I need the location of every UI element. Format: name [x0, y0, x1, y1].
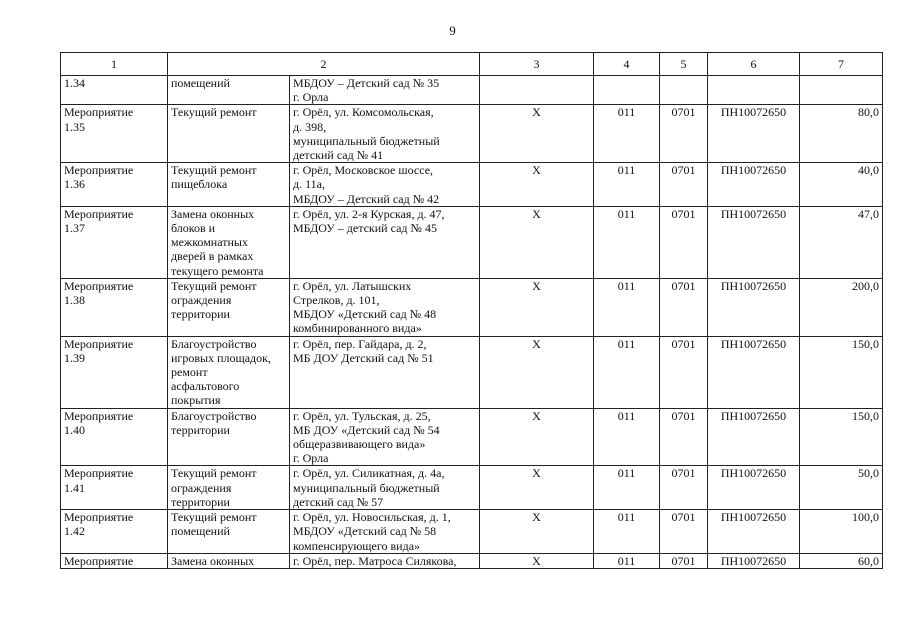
event-number-line: Мероприятие: [64, 336, 134, 351]
ministry-code-cell: 011: [594, 553, 660, 568]
event-address-line: МБДОУ – Детский сад № 42: [293, 191, 440, 206]
event-name-line: Текущий ремонт: [171, 510, 257, 525]
event-name-line: помещений: [171, 524, 230, 539]
event-address-cell: [290, 408, 480, 466]
column-3-mark-cell: X: [480, 553, 594, 568]
event-address-line: общеразвивающего вида»: [293, 437, 426, 452]
event-address-cell: [290, 206, 480, 278]
event-number-cell: [61, 278, 168, 336]
event-number-line: Мероприятие: [64, 408, 134, 423]
event-address-cell: [290, 76, 480, 105]
event-address-cell: [290, 105, 480, 163]
header-col-1: 1: [61, 53, 168, 76]
event-name-line: Благоустройство: [171, 336, 257, 351]
event-name-cell: [168, 76, 290, 105]
target-article-cell: ПН10072650: [708, 553, 800, 568]
target-article-cell: [708, 76, 800, 105]
target-article-cell: ПН10072650: [708, 510, 800, 554]
section-code-cell: [660, 76, 708, 105]
header-col-6: 6: [708, 53, 800, 76]
table-row: [61, 76, 883, 105]
event-address-line: МБДОУ – Детский сад № 35: [293, 76, 440, 90]
event-number-line: 1.37: [64, 221, 85, 236]
event-address-line: Стрелков, д. 101,: [293, 293, 380, 308]
event-name-cell: [168, 206, 290, 278]
section-code-cell: 0701: [660, 206, 708, 278]
event-address-line: МБДОУ «Детский сад № 58: [293, 524, 437, 539]
event-number-line: 1.38: [64, 293, 85, 308]
header-col-4: 4: [594, 53, 660, 76]
event-address-line: МБДОУ «Детский сад № 48: [293, 307, 437, 322]
column-3-mark-cell: X: [480, 206, 594, 278]
event-address-line: г. Орла: [293, 451, 329, 466]
event-number-line: Мероприятие: [64, 510, 134, 525]
event-number-line: Мероприятие: [64, 278, 134, 293]
event-name-cell: [168, 408, 290, 466]
event-name-line: текущего ремонта: [171, 263, 264, 278]
amount-cell: 60,0: [800, 553, 883, 568]
table-row: [61, 163, 883, 207]
section-code-cell: 0701: [660, 336, 708, 408]
event-address-cell: [290, 163, 480, 207]
event-number-cell: [61, 206, 168, 278]
amount-cell: 50,0: [800, 466, 883, 510]
event-name-line: территории: [171, 307, 230, 322]
event-name-cell: [168, 163, 290, 207]
column-3-mark-cell: X: [480, 466, 594, 510]
event-address-line: комбинированного вида»: [293, 321, 422, 336]
event-number-line: 1.36: [64, 177, 85, 192]
event-number-cell: [61, 408, 168, 466]
event-address-line: МБ ДОУ «Детский сад № 54: [293, 422, 440, 437]
column-3-mark-cell: [480, 76, 594, 105]
event-name-line: покрытия: [171, 393, 221, 408]
table-header-row: [61, 53, 883, 76]
amount-cell: 200,0: [800, 278, 883, 336]
event-name-cell: [168, 553, 290, 568]
event-address-line: г. Орёл, ул. Силикатная, д. 4а,: [293, 466, 445, 481]
event-number-cell: [61, 105, 168, 163]
event-name-line: ограждения: [171, 293, 232, 308]
event-number-line: Мероприятие: [64, 206, 134, 221]
column-3-mark-cell: X: [480, 278, 594, 336]
event-name-line: межкомнатных: [171, 235, 248, 250]
ministry-code-cell: 011: [594, 163, 660, 207]
event-name-cell: [168, 105, 290, 163]
event-address-line: д. 398,: [293, 119, 327, 134]
section-code-cell: 0701: [660, 408, 708, 466]
event-name-cell: [168, 510, 290, 554]
table-row: [61, 105, 883, 163]
event-number-line: 1.42: [64, 524, 85, 539]
event-address-line: детский сад № 57: [293, 494, 384, 509]
table-row: [61, 336, 883, 408]
ministry-code-cell: 011: [594, 105, 660, 163]
target-article-cell: ПН10072650: [708, 466, 800, 510]
event-name-line: игровых площадок,: [171, 350, 271, 365]
event-number-cell: [61, 553, 168, 568]
section-code-cell: 0701: [660, 105, 708, 163]
column-3-mark-cell: X: [480, 510, 594, 554]
event-address-line: г. Орла: [293, 90, 329, 105]
header-col-7: 7: [800, 53, 883, 76]
table-row: [61, 278, 883, 336]
event-number-cell: [61, 466, 168, 510]
event-address-line: г. Орёл, Московское шоссе,: [293, 163, 434, 178]
event-name-line: пищеблока: [171, 177, 228, 192]
table-row: [61, 466, 883, 510]
event-address-cell: [290, 278, 480, 336]
event-name-line: Текущий ремонт: [171, 163, 257, 178]
amount-cell: 100,0: [800, 510, 883, 554]
event-number-line: Мероприятие: [64, 163, 134, 178]
ministry-code-cell: 011: [594, 278, 660, 336]
event-number-line: 1.35: [64, 119, 85, 134]
event-address-line: г. Орёл, пер. Гайдара, д. 2,: [293, 336, 427, 351]
event-name-cell: [168, 336, 290, 408]
event-name-line: территории: [171, 422, 230, 437]
event-name-line: ограждения: [171, 480, 232, 495]
event-address-line: д. 11а,: [293, 177, 325, 192]
event-name-line: Благоустройство: [171, 408, 257, 423]
event-address-line: г. Орёл, ул. 2-я Курская, д. 47,: [293, 206, 445, 221]
page-number: 9: [449, 23, 456, 38]
table-row: [61, 553, 883, 568]
amount-cell: 150,0: [800, 408, 883, 466]
section-code-cell: 0701: [660, 466, 708, 510]
amount-cell: [800, 76, 883, 105]
amount-cell: 80,0: [800, 105, 883, 163]
target-article-cell: ПН10072650: [708, 278, 800, 336]
event-number-line: Мероприятие: [64, 553, 134, 568]
event-name-line: блоков и: [171, 221, 216, 236]
event-address-line: г. Орёл, ул. Тульская, д. 25,: [293, 408, 431, 423]
event-number-line: Мероприятие: [64, 466, 134, 481]
event-address-cell: [290, 510, 480, 554]
event-name-line: Замена оконных: [171, 206, 255, 221]
column-3-mark-cell: X: [480, 163, 594, 207]
event-address-cell: [290, 553, 480, 568]
event-address-line: г. Орёл, ул. Латышских: [293, 278, 412, 293]
event-address-cell: [290, 336, 480, 408]
event-name-line: Замена оконных: [171, 553, 255, 568]
event-name-line: асфальтового: [171, 379, 240, 394]
ministry-code-cell: 011: [594, 466, 660, 510]
ministry-code-cell: 011: [594, 408, 660, 466]
event-address-cell: [290, 466, 480, 510]
target-article-cell: ПН10072650: [708, 163, 800, 207]
event-name-line: территории: [171, 494, 230, 509]
event-name-line: дверей в рамках: [171, 249, 254, 264]
event-number-line: 1.41: [64, 480, 85, 495]
ministry-code-cell: [594, 76, 660, 105]
target-article-cell: ПН10072650: [708, 336, 800, 408]
event-name-line: Текущий ремонт: [171, 105, 257, 120]
amount-cell: 47,0: [800, 206, 883, 278]
column-3-mark-cell: X: [480, 336, 594, 408]
event-address-line: г. Орёл, пер. Матроса Силякова,: [293, 553, 457, 568]
budget-table: [60, 52, 883, 569]
event-number-line: 1.39: [64, 350, 85, 365]
event-number-cell: [61, 336, 168, 408]
event-number-line: 1.34: [64, 76, 85, 90]
event-number-cell: [61, 163, 168, 207]
event-address-line: детский сад № 41: [293, 148, 384, 163]
event-address-line: г. Орёл, ул. Комсомольская,: [293, 105, 434, 120]
table-body: [61, 76, 883, 569]
target-article-cell: ПН10072650: [708, 105, 800, 163]
event-address-line: МБДОУ – детский сад № 45: [293, 221, 437, 236]
header-col-2: 2: [168, 53, 480, 76]
event-name-line: ремонт: [171, 365, 208, 380]
section-code-cell: 0701: [660, 278, 708, 336]
event-name-cell: [168, 278, 290, 336]
column-3-mark-cell: X: [480, 408, 594, 466]
event-name-line: помещений: [171, 76, 230, 90]
event-number-cell: [61, 76, 168, 105]
section-code-cell: 0701: [660, 553, 708, 568]
table-row: [61, 206, 883, 278]
event-address-line: компенсирующего вида»: [293, 538, 421, 553]
ministry-code-cell: 011: [594, 206, 660, 278]
event-number-cell: [61, 510, 168, 554]
ministry-code-cell: 011: [594, 336, 660, 408]
event-address-line: МБ ДОУ Детский сад № 51: [293, 350, 434, 365]
event-address-line: г. Орёл, ул. Новосильская, д. 1,: [293, 510, 451, 525]
event-name-line: Текущий ремонт: [171, 278, 257, 293]
section-code-cell: 0701: [660, 163, 708, 207]
event-number-line: 1.40: [64, 422, 85, 437]
section-code-cell: 0701: [660, 510, 708, 554]
amount-cell: 150,0: [800, 336, 883, 408]
header-col-3: 3: [480, 53, 594, 76]
event-number-line: Мероприятие: [64, 105, 134, 120]
header-col-5: 5: [660, 53, 708, 76]
table-row: [61, 510, 883, 554]
column-3-mark-cell: X: [480, 105, 594, 163]
event-address-line: муниципальный бюджетный: [293, 480, 440, 495]
target-article-cell: ПН10072650: [708, 408, 800, 466]
ministry-code-cell: 011: [594, 510, 660, 554]
amount-cell: 40,0: [800, 163, 883, 207]
target-article-cell: ПН10072650: [708, 206, 800, 278]
table-row: [61, 408, 883, 466]
event-address-line: муниципальный бюджетный: [293, 133, 440, 148]
event-name-line: Текущий ремонт: [171, 466, 257, 481]
event-name-cell: [168, 466, 290, 510]
